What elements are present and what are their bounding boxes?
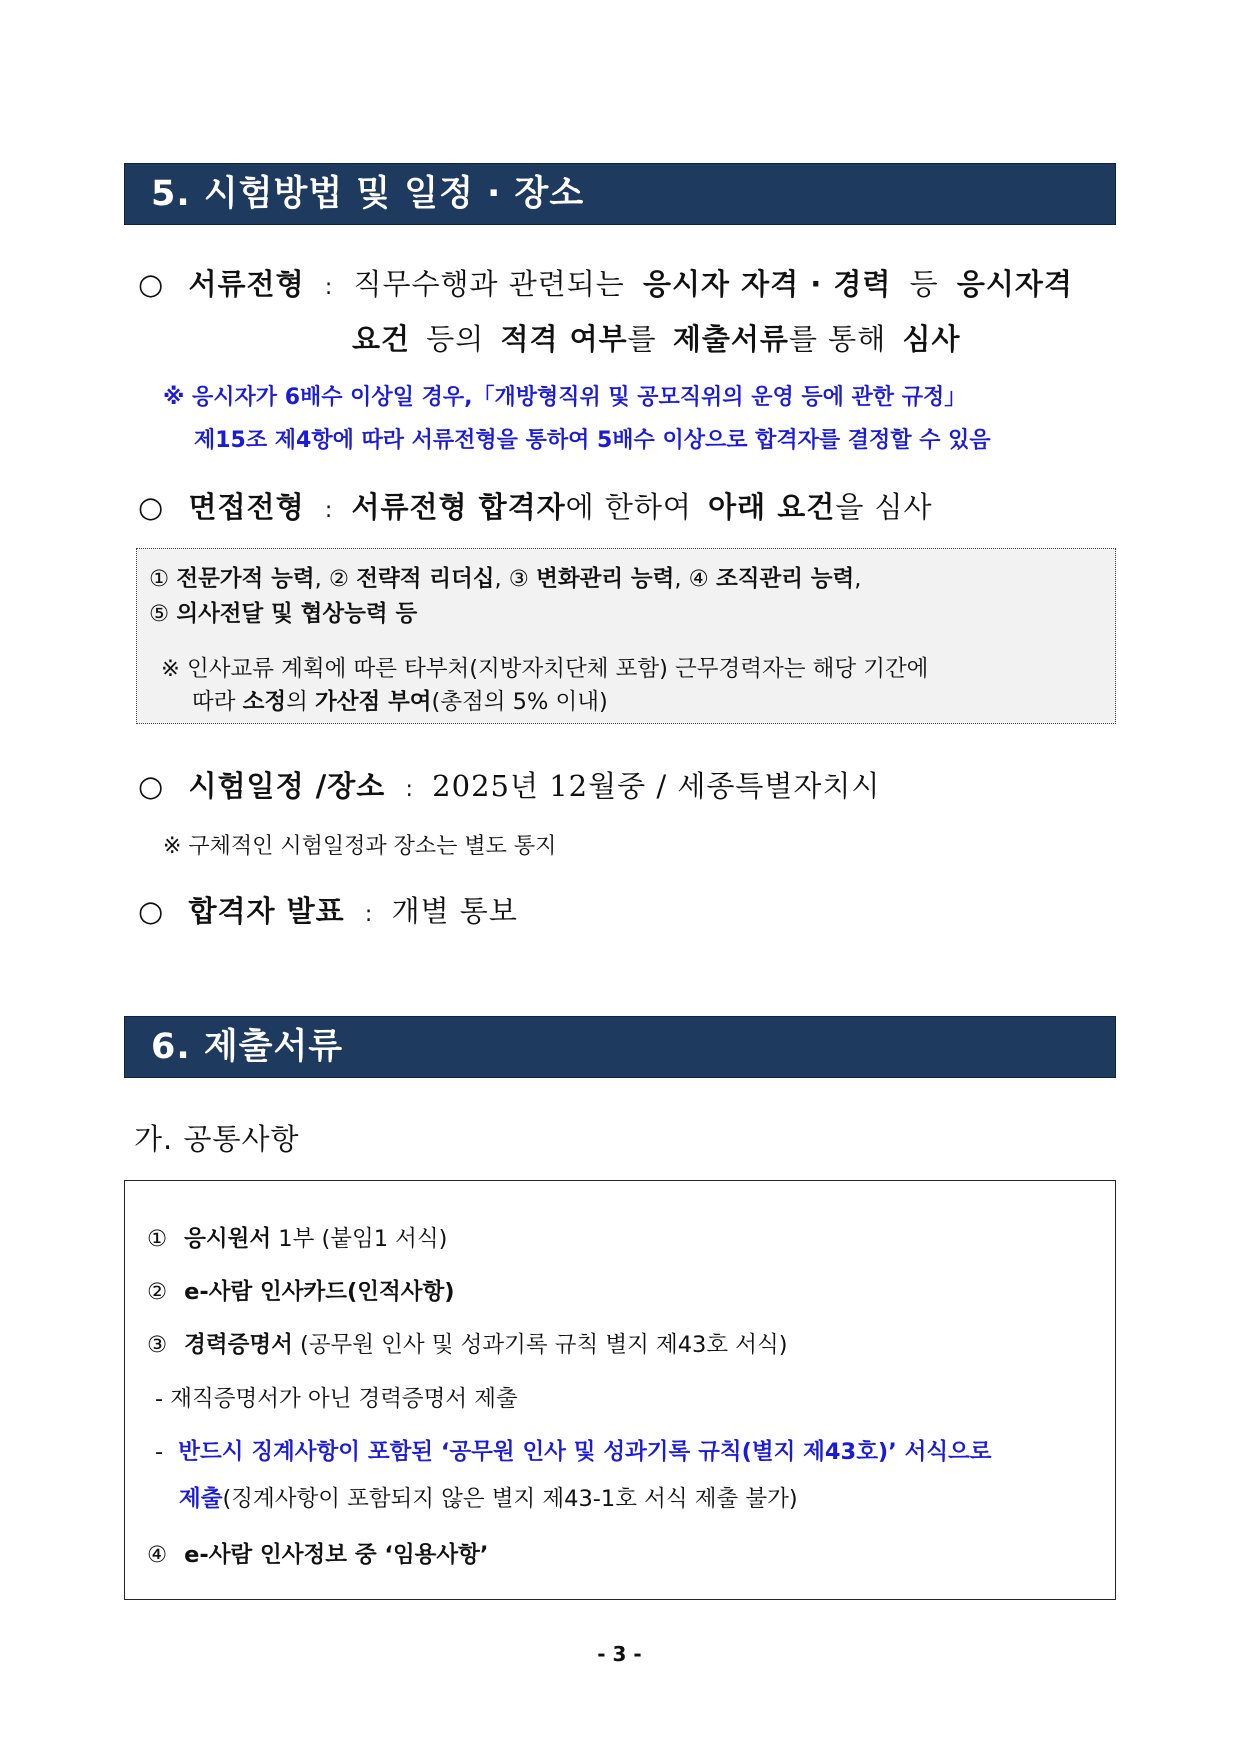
schedule-value: 2025년 12월중 / 세종특별자치시 — [432, 769, 881, 803]
num-1: ① — [149, 566, 170, 592]
doc-item-bold: 응시원서 — [184, 1226, 272, 1252]
bullet: ○ — [138, 894, 165, 928]
note-emphasis: 소정 — [242, 689, 287, 715]
colon: : — [324, 498, 334, 523]
interview-line — [138, 485, 933, 526]
colon: : — [405, 777, 414, 802]
section-5-title: 5. 시험방법 및 일정 · 장소 — [151, 174, 585, 214]
document-review-emphasis: 요건 — [352, 322, 411, 356]
interview-emphasis: 아래 요건 — [708, 490, 836, 524]
num-2: ② — [328, 566, 350, 592]
document-review-line-1 — [138, 262, 1073, 303]
num-1: ① — [147, 1226, 168, 1252]
schedule-label: 시험일정 /장소 — [188, 769, 386, 803]
doc-item-4 — [147, 1537, 488, 1569]
interview-text: 을 심사 — [835, 490, 933, 524]
num-3: ③ — [508, 566, 529, 592]
criteria-note-line-2 — [192, 684, 608, 716]
doc-subitem-text: (징계사항이 포함되지 않은 별지 제43-1호 서식 제출 불가) — [222, 1486, 798, 1512]
bullet: ○ — [138, 769, 165, 803]
subheading-common: 가. 공통사항 — [134, 1122, 300, 1156]
comma: , — [674, 566, 682, 592]
criteria-item: 의사전달 및 협상능력 등 — [176, 601, 418, 627]
interview-text: 에 한하여 — [565, 490, 692, 524]
section-6-title: 6. 제출서류 — [151, 1027, 344, 1067]
note-text: 따라 — [192, 689, 236, 715]
doc-item-bold: e-사람 인사카드(인적사항) — [184, 1279, 455, 1305]
interview-criteria-box — [136, 548, 1116, 724]
doc-item-text: (공무원 인사 및 성과기록 규칙 별지 제43호 서식) — [300, 1332, 788, 1358]
document-review-line-2 — [352, 317, 960, 358]
doc-item-bold: 경력증명서 — [184, 1332, 293, 1358]
colon: : — [364, 902, 374, 927]
document-review-emphasis: 적격 여부 — [500, 322, 628, 356]
bullet: ○ — [138, 490, 165, 524]
comma: , — [314, 566, 322, 592]
note-emphasis: 가산점 부여 — [315, 689, 432, 715]
document-review-text: 직무수행과 관련되는 — [353, 267, 625, 301]
document-review-text: 등의 — [426, 322, 485, 356]
doc-subitem-2-line-1 — [155, 1434, 992, 1466]
interview-label: 면접전형 — [188, 490, 305, 524]
num-4: ④ — [688, 566, 709, 592]
comma: , — [854, 566, 862, 592]
document-review-emphasis: 심사 — [902, 322, 961, 356]
criteria-item: 전문가적 능력 — [176, 566, 315, 592]
document-note-line-1: ※ 응시자가 6배수 이상일 경우,「개방형직위 및 공모직위의 운영 등에 관한 규정」 — [163, 385, 967, 410]
document-note-line-2: 제15조 제4항에 따라 서류전형을 통하여 5배수 이상으로 합격자를 결정할 수 있음 — [194, 428, 991, 453]
schedule-line — [138, 764, 880, 805]
doc-subitem-emphasis: 제출 — [179, 1486, 223, 1512]
doc-item-1 — [147, 1221, 447, 1253]
document-review-text: 등 — [909, 267, 939, 301]
doc-subitem-1: - 재직증명서가 아닌 경력증명서 제출 — [155, 1386, 518, 1412]
announcement-line — [138, 889, 518, 930]
criteria-line-2 — [149, 596, 417, 628]
document-review-text: 를 통해 — [788, 322, 887, 356]
doc-item-2 — [147, 1274, 455, 1306]
doc-item-bold: e-사람 인사정보 중 ‘임용사항’ — [184, 1542, 489, 1568]
num-3: ③ — [147, 1332, 168, 1358]
announcement-label: 합격자 발표 — [188, 894, 345, 928]
section-6-header — [124, 1016, 1116, 1078]
dash: - — [155, 1439, 164, 1465]
doc-subitem-emphasis: 반드시 징계사항이 포함된 ‘공무원 인사 및 성과기록 규칙(별지 제43호)’ 서식으로 — [178, 1439, 992, 1465]
num-5: ⑤ — [149, 601, 170, 627]
criteria-item: 조직관리 능력 — [716, 566, 855, 592]
document-review-emphasis: 제출서류 — [672, 322, 789, 356]
doc-subitem-2-line-2 — [179, 1481, 798, 1513]
submission-documents-box — [124, 1180, 1116, 1600]
criteria-note-line-1: ※ 인사교류 계획에 따른 타부처(지방자치단체 포함) 근무경력자는 해당 기간에 — [161, 656, 929, 682]
schedule-note: ※ 구체적인 시험일정과 장소는 별도 통지 — [163, 834, 557, 859]
note-text: (총점의 5% 이내) — [431, 689, 608, 715]
colon: : — [324, 275, 334, 300]
document-review-text: 를 — [627, 322, 657, 356]
doc-item-3 — [147, 1327, 787, 1359]
bullet: ○ — [138, 267, 165, 301]
page-number: - 3 - — [597, 1642, 642, 1666]
announcement-value: 개별 통보 — [391, 894, 518, 928]
section-5-header — [124, 163, 1116, 225]
document-review-emphasis: 응시자격 — [956, 267, 1073, 301]
num-4: ④ — [147, 1542, 168, 1568]
document-review-emphasis: 응시자 자격 · 경력 — [643, 267, 892, 301]
criteria-line-1 — [149, 561, 861, 593]
criteria-item: 전략적 리더십 — [356, 566, 495, 592]
criteria-item: 변화관리 능력 — [536, 566, 675, 592]
interview-emphasis: 서류전형 합격자 — [351, 490, 566, 524]
comma: , — [494, 566, 502, 592]
doc-item-text: 1부 (붙임1 서식) — [278, 1226, 448, 1252]
document-review-label: 서류전형 — [188, 267, 305, 301]
num-2: ② — [147, 1279, 168, 1305]
note-text: 의 — [286, 689, 308, 715]
